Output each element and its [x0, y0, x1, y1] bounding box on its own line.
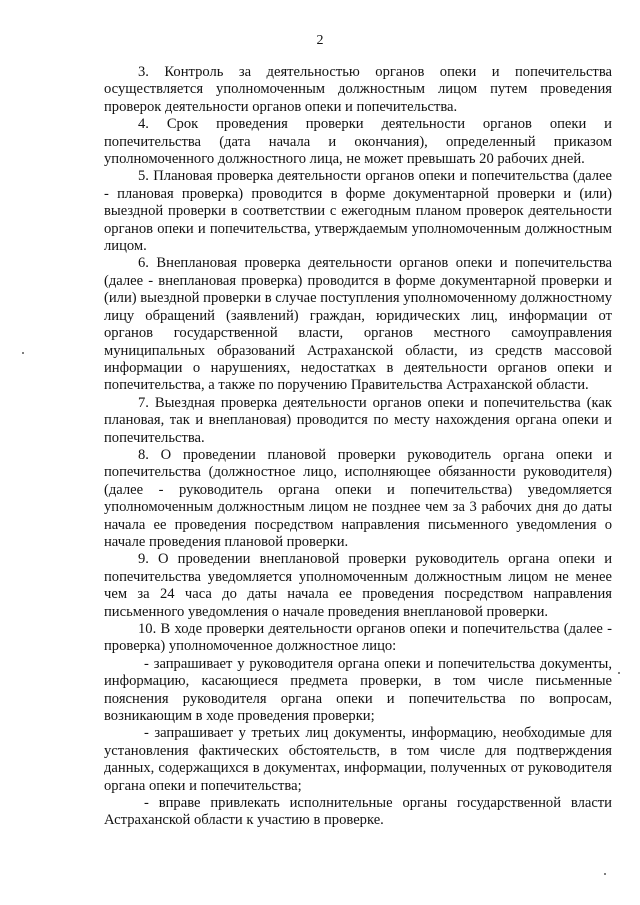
- scan-speck: [22, 352, 24, 354]
- paragraph-7: 7. Выездная проверка деятельности органов опеки и попечительства (как плановая, так и внеплановая) проводится по месту нахождения органа опеки и попечительства.: [104, 394, 612, 446]
- paragraph-6: 6. Внеплановая проверка деятельности органов опеки и попечительства (далее - внеплановая проверка) проводится в форме документарной проверки и (или) выездной проверки в случае поступления уполномоченному должностному лицу обращений (заявлений) граждан, юридических лиц, информации от органов государственной власти, органов местного самоуправления муниципальных образований Астраханской области, из средств массовой информации о нарушениях, недостатках в деятельности органов опеки и попечительства, а также по поручению Правительства Астраханской области.: [104, 255, 612, 394]
- document-body: [104, 64, 612, 830]
- paragraph-8: 8. О проведении плановой проверки руководитель органа опеки и попечительства (должностное лицо, исполняющее обязанности руководителя) (далее - руководитель органа опеки и попечительства) уведомляется уполномоченным должностным лицом не позднее чем за 3 рабочих дня до даты начала ее проведения посредством направления письменного уведомления о начале проведения плановой проверки.: [104, 446, 612, 550]
- list-item-request-documents: - запрашивает у руководителя органа опеки и попечительства документы, информацию, касающиеся предмета проверки, в том числе письменные пояснения руководителя органа опеки и попечительства по вопросам, возникающим в ходе проведения проверки;: [104, 655, 612, 725]
- paragraph-10: 10. В ходе проверки деятельности органов опеки и попечительства (далее - проверка) уполномоченное должностное лицо:: [104, 621, 612, 655]
- list-item-request-third-parties: - запрашивает у третьих лиц документы, информацию, необходимые для установления фактических обстоятельств, в том числе для подтверждения данных, содержащихся в документах, информации, полученных от руководителя органа опеки и попечительства;: [104, 725, 612, 794]
- scan-speck: [604, 873, 606, 875]
- paragraph-3: 3. Контроль за деятельностью органов опеки и попечительства осуществляется уполномоченным должностным лицом путем проведения проверок деятельности органов опеки и попечительства.: [104, 64, 612, 115]
- list-item-involve-authorities: - вправе привлекать исполнительные органы государственной власти Астраханской области к участию в проверке.: [104, 795, 612, 829]
- scan-speck: [618, 672, 620, 674]
- paragraph-9: 9. О проведении внеплановой проверки руководитель органа опеки и попечительства уведомляется уполномоченным должностным лицом не менее чем за 24 часа до даты начала ее проведения посредством направления письменного уведомления о начале проведения внеплановой проверки.: [104, 551, 612, 620]
- page-number: 2: [316, 33, 324, 48]
- paragraph-5: 5. Плановая проверка деятельности органов опеки и попечительства (далее - плановая проверка) проводится в форме документарной проверки и (или) выездной проверки в соответствии с ежегодным планом проверок деятельности органов опеки и попечительства, утверждаемым уполномоченным должностным лицом.: [104, 168, 612, 255]
- paragraph-4: 4. Срок проведения проверки деятельности органов опеки и попечительства (дата начала и окончания), определенный приказом уполномоченного должностного лица, не может превышать 20 рабочих дней.: [104, 116, 612, 168]
